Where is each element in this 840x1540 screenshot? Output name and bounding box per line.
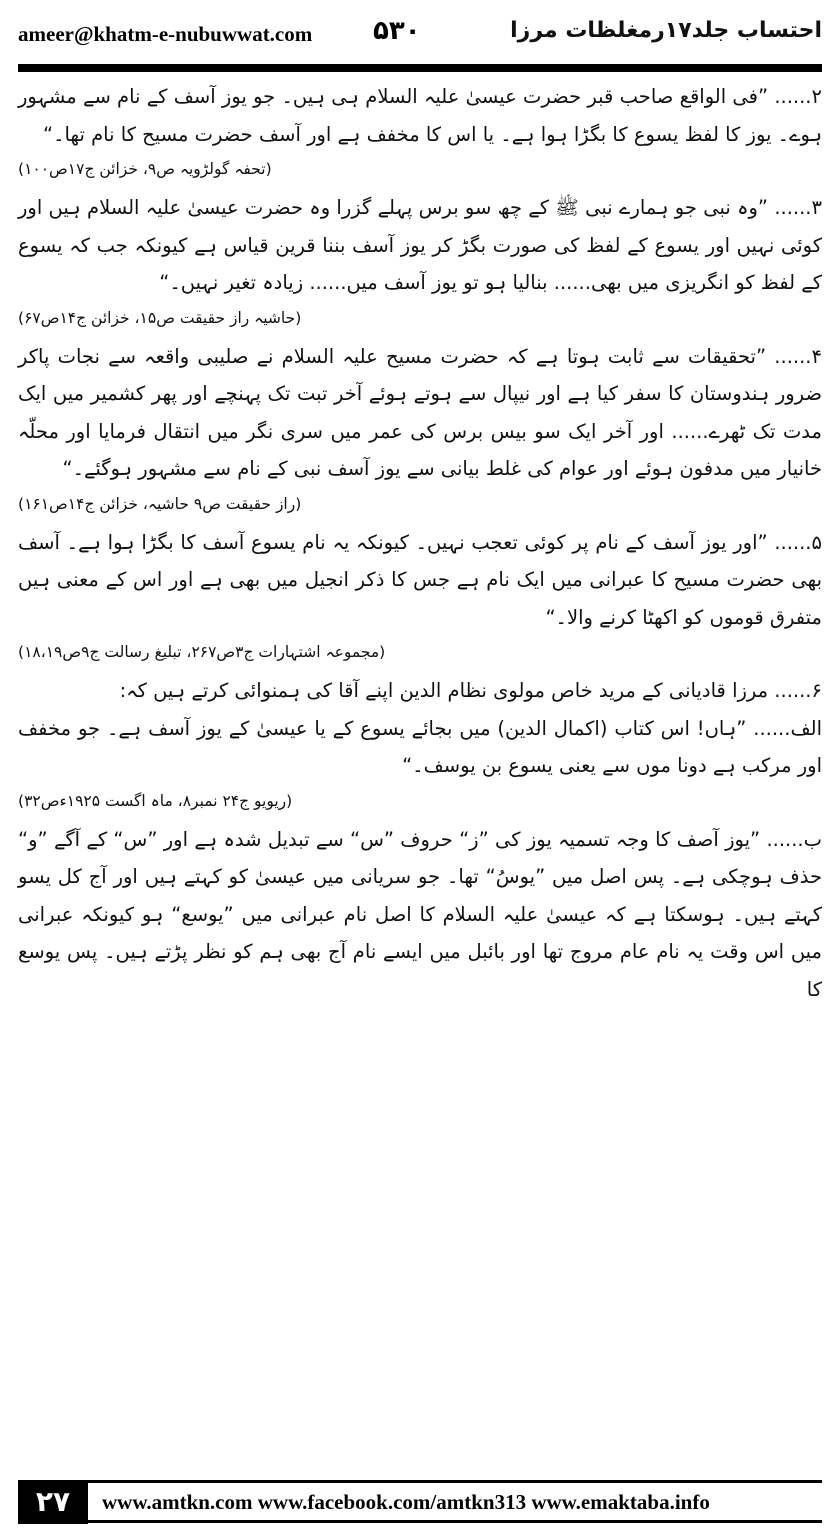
page-body: [18, 78, 822, 1466]
header-email: ameer@khatm-e-nubuwwat.com: [18, 22, 313, 46]
paragraph: الف...... ”ہاں! اس کتاب (اکمال الدین) میں بجائے یسوع کے یا عیسیٰ کے یوز آسف ہے۔ جو مخفف اور مرکب ہے دونا موں سے یعنی یسوع بن یوسف۔“: [18, 716, 822, 777]
page-header: [18, 18, 822, 64]
book-title: احتساب جلد۱۷رمغلظات مرزا: [510, 18, 822, 43]
citation: (تحفہ گولڑویہ ص۹، خزائن ج۱۷ص۱۰۰): [18, 160, 272, 178]
page-footer: [18, 1480, 822, 1524]
page-number: ۵۳۰: [373, 16, 421, 46]
footer-rule: [88, 1520, 822, 1523]
paragraph: ۳...... ”وہ نبی جو ہمارے نبی ﷺ کے چھ سو برس پہلے گزرا وہ حضرت عیسیٰ علیہ السلام ہیں اور کوئی نہیں اور یسوع کے لفظ کی صورت بگڑ کر یوز آسف بننا قرین قیاس ہے کیونکہ جب کہ یسوع کے لفظ کو انگریزی میں بھی...... بنالیا ہو تو یوز آسف میں...... زیادہ تغیر نہیں۔“: [18, 196, 822, 294]
paragraph: ۵...... ”اور یوز آسف کے نام پر کوئی تعجب نہیں۔ کیونکہ یہ نام یسوع آسف کا بگڑا ہوا ہے۔ آسف بھی حضرت مسیح کا عبرانی میں ایک نام ہے جس کا ذکر انجیل میں بھی ہے اور اس کے معنی ہیں متفرق قوموں کو اکھٹا کرنے والا۔“: [18, 530, 822, 629]
paragraph: ب...... ”یوز آصف کا وجہ تسمیہ یوز کی ”ز“ حروف ”س“ سے تبدیل شدہ ہے اور ”س“ کے آگے ”و“ حذف ہوچکی ہے۔ پس اصل میں ”یوسُ“ تھا۔ جو سریانی میں عیسیٰ کو کہتے ہیں اور آج کل یسو کہتے ہیں۔ ہوسکتا ہے کہ عیسیٰ علیہ السلام کا اصل نام عبرانی میں ”یوسع“ ہو کیونکہ عبرانی میں اس وقت یہ نام عام مروج تھا اور بائبل میں ایسے نام آج بھی ہم کو نظر پڑتے ہیں۔ پس یوسع کا: [18, 827, 822, 1001]
paragraph: ۲...... ”فی الواقع صاحب قبر حضرت عیسیٰ علیہ السلام ہی ہیں۔ جو یوز آسف کے نام سے مشہور ہوے۔ یوز کا لفظ یسوع کا بگڑا ہوا ہے۔ یا اس کا مخفف ہے اور آسف حضرت مسیح کا نام تھا۔“: [18, 85, 822, 146]
paragraph: ۶...... مرزا قادیانی کے مرید خاص مولوی نظام الدین اپنے آقا کی ہمنوائی کرتے ہیں کہ:: [119, 679, 822, 702]
citation: (ریویو ج۲۴ نمبر۸، ماہ اگست ۱۹۲۵ءص۳۲): [18, 791, 293, 810]
citation: (مجموعہ اشتہارات ج۳ص۲۶۷، تبلیغ رسالت ج۹ص۱۸،۱۹): [18, 643, 386, 661]
footer-page-number: ۲۷: [18, 1480, 88, 1524]
citation: (راز حقیقت ص۹ حاشیہ، خزائن ج۱۴ص۱۶۱): [18, 494, 302, 513]
citation: (حاشیہ راز حقیقت ص۱۵، خزائن ج۱۴ص۶۷): [18, 308, 302, 327]
footer-rule: [88, 1480, 822, 1483]
paragraph: ۴...... ”تحقیقات سے ثابت ہوتا ہے کہ حضرت مسیح علیہ السلام نے صلیبی واقعہ سے نجات پاکر ضرور ہندوستان کا سفر کیا ہے اور نیپال سے ہوتے ہوئے آخر تبت تک پہنچے اور پھر کشمیر میں ایک مدت تک ٹھرے...... اور آخر ایک سو بیس برس کی عمر میں سری نگر میں انتقال فرمایا اور محلّہ خانیار میں مدفون ہوئے اور عوام کی غلط بیانی سے یوز آسف نبی کے نام سے مشہور ہوگئے۔“: [18, 344, 822, 480]
footer-urls: www.amtkn.com www.facebook.com/amtkn313 www.emaktaba.info: [102, 1490, 710, 1514]
header-rule: [18, 64, 822, 72]
